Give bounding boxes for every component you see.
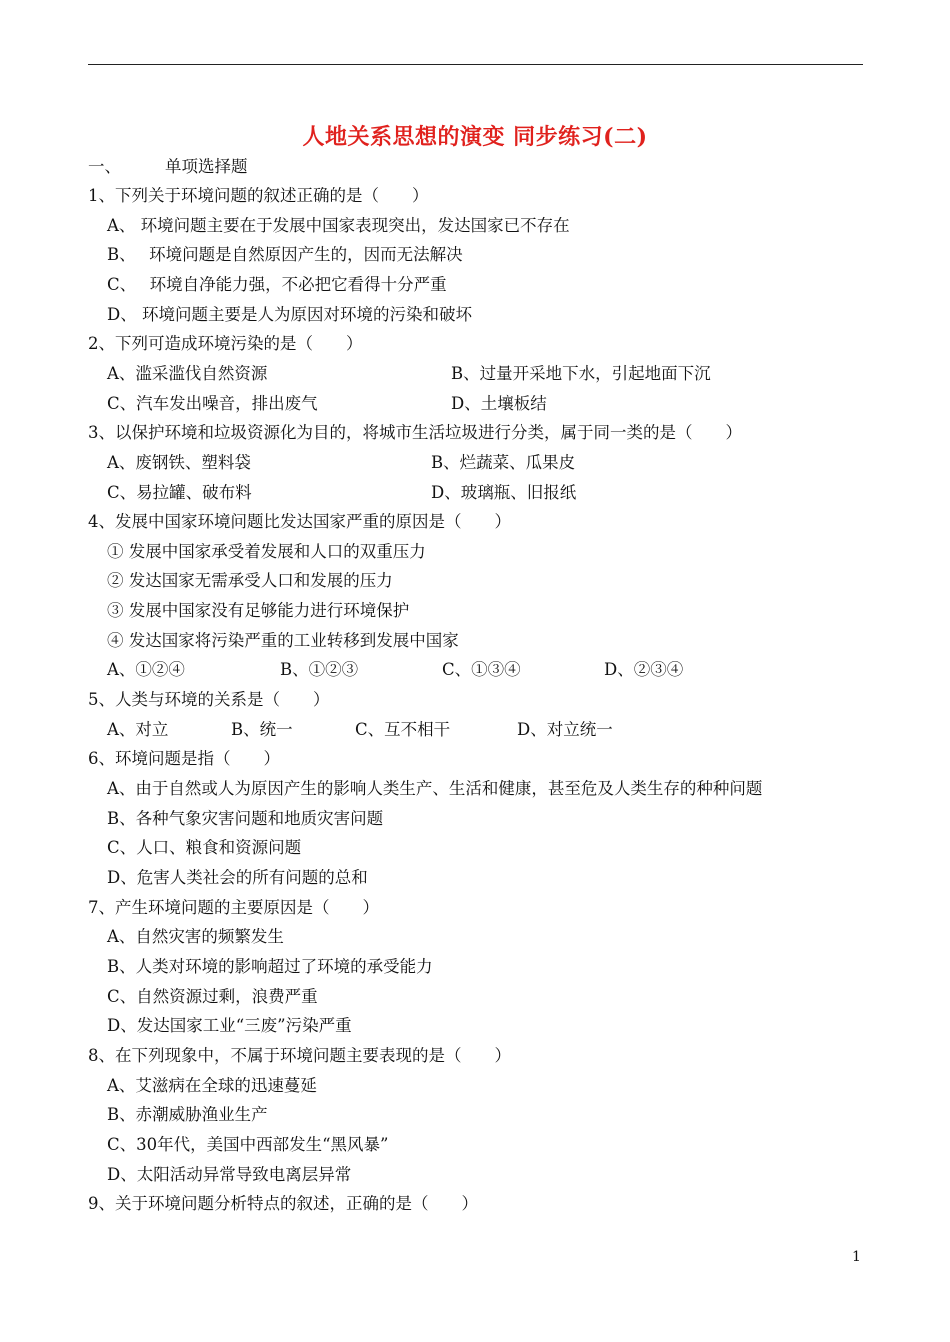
question-4-stem: 4、发展中国家环境问题比发达国家严重的原因是（ ） [88, 512, 511, 531]
question-8-stem: 8、在下列现象中，不属于环境问题主要表现的是（ ） [88, 1046, 511, 1065]
section-number: 一、 [88, 157, 121, 176]
question-3-stem: 3、以保护环境和垃圾资源化为目的，将城市生活垃圾进行分类，属于同一类的是（ ） [88, 423, 742, 442]
question-3-option-c: C、易拉罐、破布料 [107, 483, 252, 502]
question-7-stem: 7、产生环境问题的主要原因是（ ） [88, 898, 379, 917]
question-8-option-a: A、艾滋病在全球的迅速蔓延 [107, 1076, 317, 1095]
question-5-stem: 5、人类与环境的关系是（ ） [88, 690, 330, 709]
question-4-option-b: B、①②③ [280, 660, 359, 679]
question-8-option-d: D、太阳活动异常导致电离层异常 [107, 1165, 352, 1184]
question-1-option-c: C、 环境自净能力强，不必把它看得十分严重 [107, 275, 447, 294]
question-7-option-d: D、发达国家工业“三废”污染严重 [107, 1016, 352, 1035]
question-3-option-d: D、玻璃瓶、旧报纸 [431, 483, 577, 502]
question-8-option-b: B、赤潮威胁渔业生产 [107, 1105, 268, 1124]
question-7-option-b: B、人类对环境的影响超过了环境的承受能力 [107, 957, 433, 976]
question-4-statement-3: ③ 发展中国家没有足够能力进行环境保护 [107, 601, 410, 620]
page-title: 人地关系思想的演变 同步练习(二) [302, 124, 648, 150]
header-rule [88, 64, 863, 65]
question-4-option-c: C、①③④ [442, 660, 521, 679]
question-6-option-d: D、危害人类社会的所有问题的总和 [107, 868, 368, 887]
question-7-option-a: A、自然灾害的频繁发生 [107, 927, 284, 946]
question-4-statement-1: ① 发展中国家承受着发展和人口的双重压力 [107, 542, 426, 561]
section-heading [88, 157, 248, 177]
question-2-option-c: C、汽车发出噪音，排出废气 [107, 394, 318, 413]
question-2-option-d: D、土壤板结 [451, 394, 547, 413]
question-2-stem: 2、下列可造成环境污染的是（ ） [88, 334, 363, 353]
question-5-option-c: C、互不相干 [355, 720, 451, 739]
question-6-option-c: C、人口、粮食和资源问题 [107, 838, 302, 857]
question-6-stem: 6、环境问题是指（ ） [88, 749, 280, 768]
question-1-option-a: A、 环境问题主要在于发展中国家表现突出，发达国家已不存在 [107, 216, 570, 235]
question-6-option-b: B、各种气象灾害问题和地质灾害问题 [107, 809, 384, 828]
question-7-option-c: C、自然资源过剩，浪费严重 [107, 987, 318, 1006]
question-3-option-a: A、废钢铁、塑料袋 [107, 453, 251, 472]
section-label: 单项选择题 [165, 157, 248, 176]
question-5-option-a: A、对立 [107, 720, 169, 739]
question-6-option-a: A、由于自然或人为原因产生的影响人类生产、生活和健康，甚至危及人类生存的种种问题 [107, 779, 763, 798]
question-4-option-a: A、①②④ [107, 660, 185, 679]
question-2-option-b: B、过量开采地下水，引起地面下沉 [451, 364, 711, 383]
question-2-option-a: A、滥采滥伐自然资源 [107, 364, 268, 383]
question-3-option-b: B、烂蔬菜、瓜果皮 [431, 453, 576, 472]
question-4-statement-4: ④ 发达国家将污染严重的工业转移到发展中国家 [107, 631, 459, 650]
question-9-stem: 9、关于环境问题分析特点的叙述，正确的是（ ） [88, 1194, 478, 1213]
question-8-option-c: C、30年代，美国中西部发生“黑风暴” [107, 1135, 389, 1154]
question-5-option-b: B、统一 [231, 720, 293, 739]
question-5-option-d: D、对立统一 [517, 720, 613, 739]
question-1-stem: 1、下列关于环境问题的叙述正确的是（ ） [88, 186, 429, 205]
page-number: 1 [852, 1249, 861, 1265]
question-1-option-d: D、 环境问题主要是人为原因对环境的污染和破坏 [107, 305, 472, 324]
question-4-option-d: D、②③④ [604, 660, 684, 679]
question-4-statement-2: ② 发达国家无需承受人口和发展的压力 [107, 571, 393, 590]
question-1-option-b: B、 环境问题是自然原因产生的，因而无法解决 [107, 245, 463, 264]
